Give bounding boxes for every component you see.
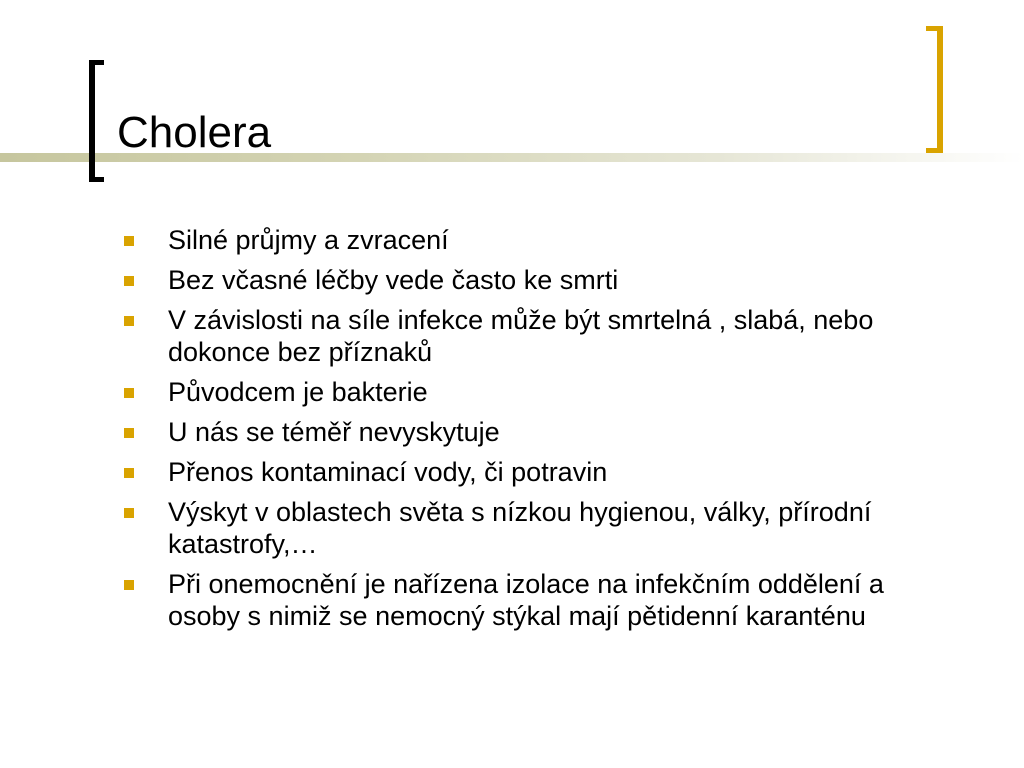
bullet-text: Při onemocnění je nařízena izolace na infekčním oddělení a osoby s nimiž se nemocný stýkal mají pětidenní karanténu [168,569,884,631]
square-bullet-icon [124,276,134,286]
bullet-item [120,456,940,488]
bullet-text: Bez včasné léčby vede často ke smrti [168,265,619,295]
square-bullet-icon [124,428,134,438]
square-bullet-icon [124,580,134,590]
bullet-text: U nás se téměř nevyskytuje [168,417,500,447]
bullet-item [120,376,940,408]
bullet-item [120,496,940,560]
bullet-text: Přenos kontaminací vody, či potravin [168,457,608,487]
bullet-text: Výskyt v oblastech světa s nízkou hygienou, války, přírodní katastrofy,… [168,497,872,559]
bullet-item [120,416,940,448]
slide-title: Cholera [117,108,272,157]
bullet-item [120,304,940,368]
square-bullet-icon [124,316,134,326]
bullet-text: Původcem je bakterie [168,377,428,407]
bullet-text: Silné průjmy a zvracení [168,225,449,255]
square-bullet-icon [124,508,134,518]
bullet-text: V závislosti na síle infekce může být smrtelná , slabá, nebo dokonce bez příznaků [168,305,874,367]
right-bracket-decoration [926,26,943,153]
bullet-list [120,224,940,640]
bullet-item [120,224,940,256]
bullet-item [120,264,940,296]
square-bullet-icon [124,236,134,246]
bullet-item [120,568,940,632]
square-bullet-icon [124,388,134,398]
left-bracket-decoration [89,60,104,182]
square-bullet-icon [124,468,134,478]
